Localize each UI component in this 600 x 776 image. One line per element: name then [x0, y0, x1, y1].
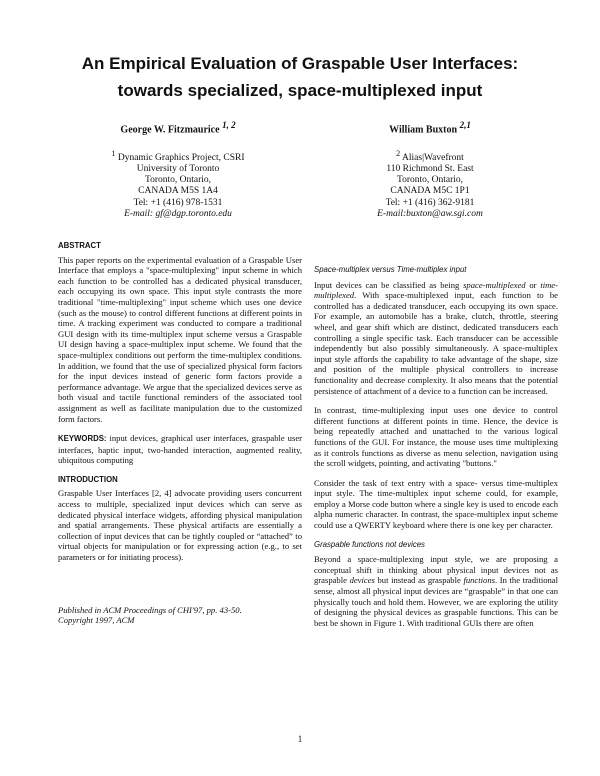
affiliation-line: CANADA M5S 1A4: [138, 186, 218, 197]
affiliation-marks: 2,1: [459, 120, 471, 130]
paper-title: [40, 50, 560, 104]
introduction-text: Graspable User Interfaces [2, 4] advocate providing users concurrent access to multiple, specialized input devices which can serve as dedicated physical interface widgets, affording physical manipulation and spatial arrangements. These physical artifacts are essentially a collection of input devices that can be tightly coupled or “attached” to virtual objects for manipulation or for expressing action (e.g., to set parameters or for initiating process).: [58, 488, 302, 563]
subsection-heading: Graspable functions not devices: [314, 539, 425, 549]
keywords-text: input devices, graphical user interfaces, graspable user interfaces, haptic input, two-handed interaction, augmented reality, ubiquitous computing: [58, 433, 302, 466]
keywords-label: KEYWORDS:: [58, 434, 107, 444]
affiliation-mark: 2: [396, 148, 401, 158]
affiliation-line: Tel: +1 (416) 362-9181: [385, 197, 475, 208]
affiliation-line: Tel: +1 (416) 978-1531: [133, 197, 223, 208]
left-column: [58, 241, 302, 626]
title-line-2: towards specialized, space-multiplexed input: [117, 81, 483, 100]
right-column: [314, 265, 558, 637]
author-name: William Buxton $^{2,1}$: [389, 120, 471, 136]
paragraph: Consider the task of text entry with a space- versus time-multiplex input style. The time-multiplex input scheme could, for example, employ a Morse code button where a single key is used to encode each alpha numeric character. In contrast, the space-multiplex input scheme could use a QWERTY keyboard where there is one key per character.: [314, 477, 558, 531]
paragraph: In contrast, time-multiplexing input uses one device to control different functions at different points in time. Hence, the device is being repeatedly attached and unattached to the various logical functions of the GUI. For instance, the mouse uses time multiplexing as it controls functions as diverse as menu selection, navigation using the scroll widgets, pointing, and activating "buttons.": [314, 405, 558, 469]
publication-line: Published in ACM Proceedings of CHI'97, pp. 43-50.: [58, 604, 242, 615]
title-line-1: An Empirical Evaluation of Graspable User Interfaces:: [81, 54, 519, 73]
affiliation-line: 110 Richmond St. East: [386, 163, 474, 174]
author-block-buxton: [310, 120, 550, 220]
paragraph: Input devices can be classified as being space-multiplexed or time-multiplexed. With space-multiplexed input, each function to be controlled has a dedicated transducer, each occupying its own space. For example, an automobile has a brake, clutch, throttle, steering wheel, and gear shift which are distinct, dedicated transducers each controlling a single specific task. Each transducer can be accessible independently but also possibly simultaneously. A space-multiplex input style affords the capability to take advantage of the shape, size and position of the multiple physical controllers to increase functionality and decrease complexity. It also means that the potential persistence of attachment of a device to a function can be increased.: [314, 279, 558, 396]
keywords: [58, 433, 302, 466]
affiliation-line: Toronto, Ontario,: [396, 175, 464, 186]
abstract-heading: ABSTRACT: [58, 241, 101, 250]
author-block-fitzmaurice: [58, 120, 298, 220]
affiliation-line: Alias|Wavefront: [402, 152, 464, 163]
author-name: George W. Fitzmaurice $^{1, 2}$: [120, 120, 236, 136]
page-number: 1: [297, 734, 303, 744]
copyright-line: Copyright 1997, ACM: [58, 615, 135, 626]
affiliation-line: Dynamic Graphics Project, CSRI: [117, 152, 245, 163]
affiliation-marks: 1, 2: [222, 120, 236, 130]
affiliation-line: University of Toronto: [136, 163, 220, 174]
publication-note: [58, 605, 302, 626]
author-email: E-mail: gf@dgp.toronto.edu: [124, 208, 232, 219]
affiliation-mark: 1: [111, 148, 116, 158]
subsection-heading: Space-multiplex versus Time-multiplex input: [314, 265, 467, 274]
introduction-heading: INTRODUCTION: [58, 474, 118, 484]
affiliation-line: CANADA M5C 1P1: [390, 186, 470, 197]
abstract-text: This paper reports on the experimental evaluation of a Graspable User Interface that employs a "space-multiplexing" input scheme in which each function to be controlled has a dedicated physical transducer, each occupying its own space. This input style contrasts the more traditional "time-multiplexing" input scheme which uses one device (such as the mouse) to control different functions at different points in time. A tracking experiment was conducted to compare a traditional GUI design with its time-multiplex input scheme versus a Graspable UI design having a space-multiplex input scheme. We found that the space-multiplex conditions out perform the time-multiplex conditions. In addition, we found that the use of specialized physical form factors for the input devices instead of generic form factors provide a performance advantage. We argue that the specialized devices serve as both visual and tactile functional reminders of the associated tool assignment as well as facilitate manipulation due to the customized form factors.: [58, 254, 302, 424]
affiliation-line: Toronto, Ontario,: [144, 175, 212, 186]
paragraph: Beyond a space-multiplexing input style, we are proposing a conceptual shift in thinking about physical input devices not as graspable devices but instead as graspable functions. In the traditional sense, almost all physical input devices are “graspable” in that one can physically touch and hold them. However, we are exploring the utility of designing the physical devices as graspable functions. This can be best be shown in Figure 1. With traditional GUIs there are often: [314, 554, 558, 628]
author-email: E-mail:buxton@aw.sgi.com: [377, 208, 483, 219]
